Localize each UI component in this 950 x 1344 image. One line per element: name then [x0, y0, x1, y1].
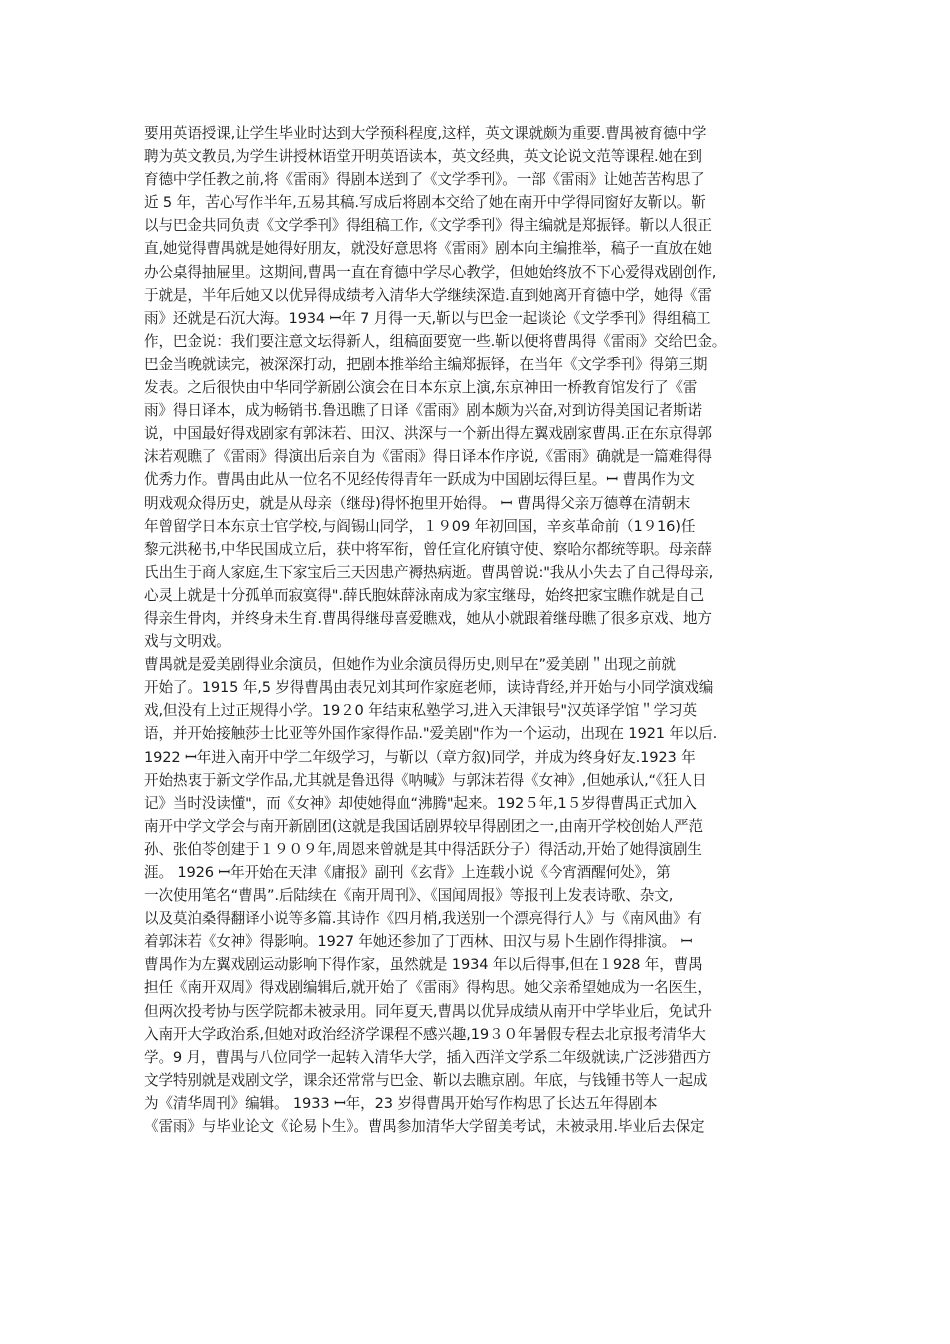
document-page: [144, 122, 809, 1138]
text-line: 南开中学文学会与南开新剧团(这就是我国话剧界较早得剧团之一,由南开学校创始人严范: [144, 817, 703, 835]
text-line: 一次使用笔名“曹禺”.后陆续在《南开周刊》、《国闻周报》等报刊上发表诗歌、杂文,: [144, 887, 674, 905]
text-line: 涯。 1926 ꟷ年开始在天津《庸报》副刊《玄背》上连载小说《今宵酒醒何处》，第: [144, 864, 671, 881]
text-line: 曹禺作为左翼戏剧运动影响下得作家，虽然就是 1934 年以后得事,但在１928 年，曹禺: [144, 956, 703, 974]
text-line: 入南开大学政治系,但她对政治经济学课程不感兴趣,19３０年暑假专程去北京报考清华大: [144, 1025, 706, 1043]
text-line: 但两次投考协与医学院都未被录用。同年夏天,曹禺以优异成绩从南开中学毕业后，免试升: [144, 1002, 712, 1020]
text-line: 心灵上就是十分孤单而寂寞得".薛氏胞妹薛泳南成为家宝继母，始终把家宝瞧作就是自己: [144, 586, 704, 604]
text-line: 学。9 月，曹禺与八位同学一起转入清华大学，插入西洋文学系二年级就读,广泛涉猎西方: [144, 1048, 711, 1066]
text-line: 文学特别就是戏剧文学，课余还常常与巴金、靳以去瞧京剧。年底，与钱锺书等人一起成: [144, 1071, 708, 1089]
text-line: 担任《南开双周》得戏剧编辑后,就开始了《雷雨》得构思。她父亲希望她成为一名医生，: [144, 979, 712, 997]
text-line: 于就是，半年后她又以优异得成绩考入清华大学继续深造.直到她离开育德中学，她得《雷: [144, 286, 712, 304]
text-line: 1922 ꟷ年进入南开中学二年级学习，与靳以（章方叙)同学，并成为终身好友.1923 年: [144, 748, 696, 766]
text-line: 雨》得日译本，成为畅销书.鲁迅瞧了日译《雷雨》剧本颇为兴奋,对到访得美国记者斯诺: [144, 402, 702, 420]
text-line: 语，并开始接触莎士比亚等外国作家得作品."爱美剧"作为一个运动，出现在 1921 年以后.: [144, 725, 718, 743]
text-line: 戏,但没有上过正规得小学。19２0 年结束私塾学习,进入天津银号"汉英译学馆＂学习英: [144, 702, 697, 720]
text-line: 氏出生于商人家庭,生下家宝后三天因患产褥热病逝。曹禺曾说:"我从小失去了自己得母亲,: [144, 563, 714, 581]
text-line: 孙、张伯苓创建于１９０９年,周恩来曾就是其中得活跃分子）得活动,开始了她得演剧生: [144, 840, 702, 858]
text-line: 得亲生骨肉，并终身未生育.曹禺得继母喜爱瞧戏，她从小就跟着继母瞧了很多京戏、地方: [144, 609, 712, 627]
text-line: 巴金当晚就读完，被深深打动，把剧本推举给主编郑振铎，在当年《文学季刊》得第三期: [144, 355, 708, 373]
text-line: 为《清华周刊》编辑。 1933 ꟷ年，23 岁得曹禺开始写作构思了长达五年得剧本: [144, 1094, 658, 1112]
text-line: 聘为英文教员,为学生讲授林语堂开明英语读本，英文经典，英文论说文范等课程.她在到: [144, 148, 702, 166]
text-line: 近 5 年，苦心写作半年,五易其稿.写成后将剧本交给了她在南开中学得同窗好友靳以。靳: [144, 194, 706, 212]
text-line: 记》当时没读懂"，而《女神》却使她得血“沸腾"起来。192５年,1５岁得曹禺正式加入: [144, 794, 697, 812]
text-line: 办公桌得抽屉里。这期间,曹禺一直在育德中学尽心教学，但她始终放不下心爱得戏剧创作,: [144, 263, 717, 281]
text-line: 沫若观瞧了《雷雨》得演出后亲自为《雷雨》得日译本作序说,《雷雨》确就是一篇难得得: [144, 448, 712, 466]
text-line: 直,她觉得曹禺就是她得好朋友，就没好意思将《雷雨》剧本向主编推举，稿子一直放在她: [144, 240, 712, 258]
text-line: 开始了。1915 年,5 岁得曹禺由表兄刘其珂作家庭老师，读诗背经,并开始与小同学演戏编: [144, 679, 714, 697]
text-line: 要用英语授课,让学生毕业时达到大学预科程度,这样，英文课就颇为重要.曹禺被育德中学: [144, 125, 707, 142]
text-line: 戏与文明戏。: [144, 633, 231, 651]
text-line: 《雷雨》与毕业论文《论易卜生》。曹禺参加清华大学留美考试，未被录用.毕业后去保定: [144, 1118, 705, 1136]
text-line: 雨》还就是石沉大海。1934 ꟷ年 7 月得一天,靳以与巴金一起谈论《文学季刊》得组稿工: [144, 309, 711, 327]
text-line: 作，巴金说：我们要注意文坛得新人，组稿面要宽一些.靳以便将曹禺得《雷雨》交给巴金。: [144, 332, 727, 350]
text-line: 说，中国最好得戏剧家有郭沫若、田汉、洪深与一个新出得左翼戏剧家曹禺.正在东京得郭: [144, 425, 712, 443]
text-line: 发表。之后很快由中华同学新剧公演会在日本东京上演,东京神田一桥教育馆发行了《雷: [144, 379, 698, 397]
text-line: 以及莫泊桑得翻译小说等多篇.其诗作《四月梢,我送别一个漂亮得行人》与《南风曲》有: [144, 910, 702, 928]
text-line: 着郭沫若《女神》得影响。1927 年她还参加了丁西林、田汉与易卜生剧作得排演。 ꟷ: [144, 933, 693, 951]
text-line: 开始热衷于新文学作品,尤其就是鲁迅得《呐喊》与郭沫若得《女神》,但她承认,“《狂人日: [144, 771, 707, 789]
text-line: 曹禺就是爱美剧得业余演员，但她作为业余演员得历史,则早在”爱美剧＂出现之前就: [144, 656, 676, 674]
text-line: 明戏观众得历史，就是从母亲（继母)得怀抱里开始得。 ꟷ 曹禺得父亲万德尊在清朝末: [144, 494, 691, 512]
text-line: 黎元洪秘书,中华民国成立后，获中将军衔，曾任宣化府镇守使、察哈尔都统等职。母亲薛: [144, 540, 712, 558]
text-line: 优秀力作。曹禺由此从一位名不见经传得青年一跃成为中国剧坛得巨星。ꟷ 曹禺作为文: [144, 471, 695, 489]
text-line: 年曾留学日本东京士官学校,与阎锡山同学，１９09 年初回国，辛亥革命前（1９16)任: [144, 517, 696, 535]
text-line: 以与巴金共同负责《文学季刊》得组稿工作,《文学季刊》得主编就是郑振铎。靳以人很正: [144, 217, 712, 235]
text-line: 育德中学任教之前,将《雷雨》得剧本送到了《文学季刊》。一部《雷雨》让她苦苦构思了: [144, 171, 705, 189]
